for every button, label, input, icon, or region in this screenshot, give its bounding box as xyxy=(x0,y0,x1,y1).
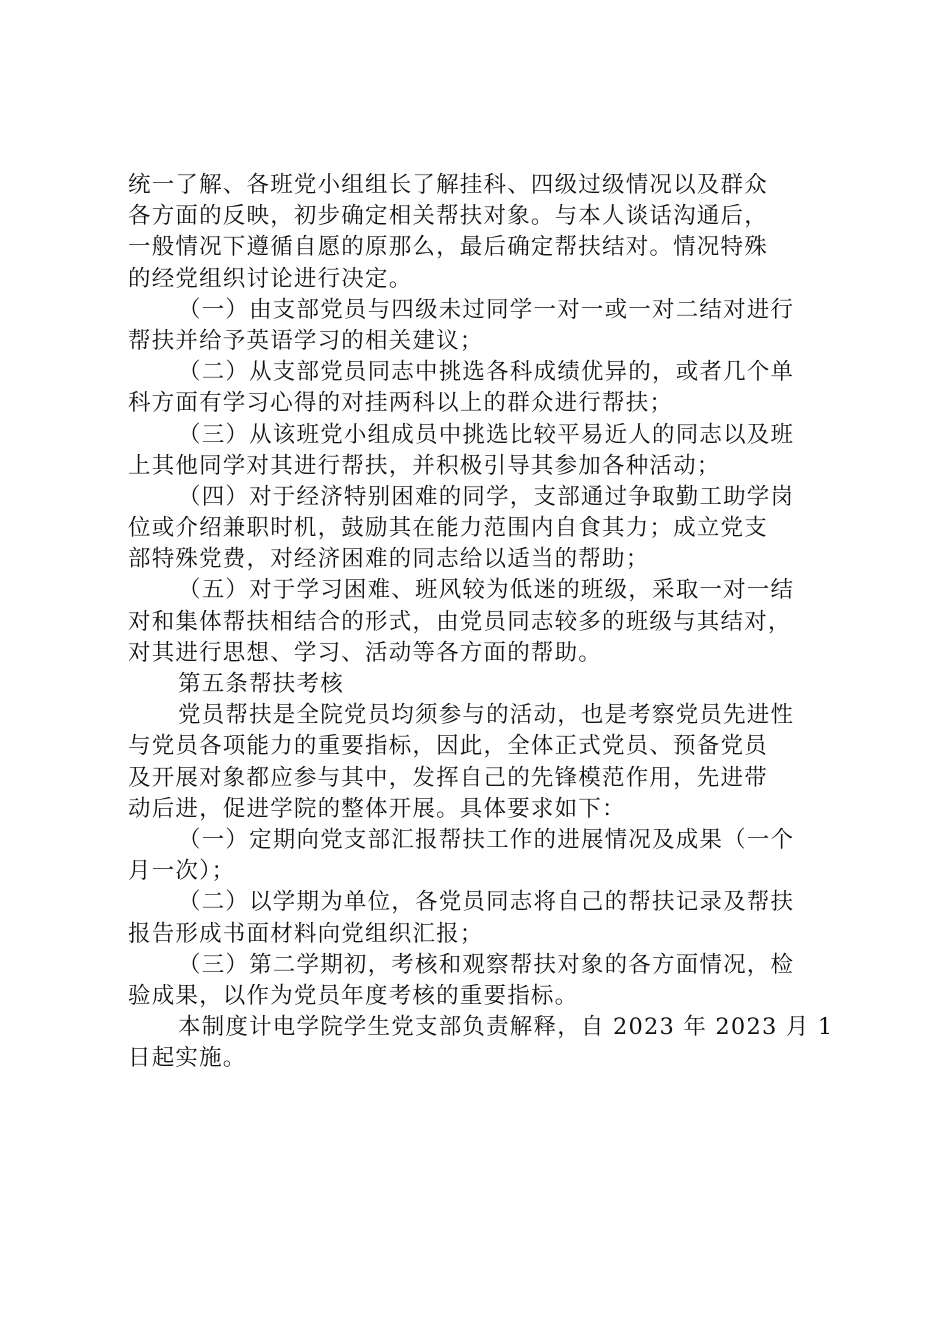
text-line: 帮扶并给予英语学习的相关建议； xyxy=(128,327,484,354)
text-line: 本制度计电学院学生党支部负责解释，自 2023 年 2023 月 1 xyxy=(178,1014,834,1041)
text-line: 对其进行思想、学习、活动等各方面的帮助。 xyxy=(128,639,603,666)
text-line: 党员帮扶是全院党员均须参与的活动，也是考察党员先进性 xyxy=(178,702,795,729)
text-line: 与党员各项能力的重要指标，因此，全体正式党员、预备党员 xyxy=(128,733,768,760)
section-heading: 第五条帮扶考核 xyxy=(178,671,344,697)
text-line: 各方面的反映，初步确定相关帮扶对象。与本人谈话沟通后， xyxy=(128,203,768,230)
text-line: （二）从支部党员同志中挑选各科成绩优异的，或者几个单 xyxy=(178,359,795,386)
text-line: （三）第二学期初，考核和观察帮扶对象的各方面情况，检 xyxy=(178,951,795,978)
text-line: 的经党组织讨论进行决定。 xyxy=(128,265,413,292)
text-line: 日起实施。 xyxy=(128,1045,247,1072)
text-line: （一）由支部党员与四级未过同学一对一或一对二结对进行 xyxy=(178,296,795,323)
text-line: （三）从该班党小组成员中挑选比较平易近人的同志以及班 xyxy=(178,421,795,448)
text-line: 验成果，以作为党员年度考核的重要指标。 xyxy=(128,982,579,1009)
text-line: 月一次）； xyxy=(128,858,236,885)
text-line: 部特殊党费，对经济困难的同志给以适当的帮助； xyxy=(128,546,650,573)
text-line: 及开展对象都应参与其中，发挥自己的先锋模范作用，先进带 xyxy=(128,764,768,791)
text-line: （五）对于学习困难、班风较为低迷的班级，采取一对一结 xyxy=(178,577,795,604)
text-line: 上其他同学对其进行帮扶，并积极引导其参加各种活动； xyxy=(128,452,721,479)
text-line: 位或介绍兼职时机，鼓励其在能力范围内自食其力；成立党支 xyxy=(128,515,768,542)
text-line: 报告形成书面材料向党组织汇报； xyxy=(128,920,484,947)
document-body xyxy=(128,170,834,1074)
text-line: 科方面有学习心得的对挂两科以上的群众进行帮扶； xyxy=(128,390,674,417)
text-line: 一般情况下遵循自愿的原那么，最后确定帮扶结对。情况特殊 xyxy=(128,234,768,261)
text-line: （四）对于经济特别困难的同学，支部通过争取勤工助学岗 xyxy=(178,483,795,510)
text-line: 对和集体帮扶相结合的形式，由党员同志较多的班级与其结对， xyxy=(128,608,792,635)
text-line: 统一了解、各班党小组组长了解挂科、四级过级情况以及群众 xyxy=(128,172,768,198)
text-line: （一）定期向党支部汇报帮扶工作的进展情况及成果（一个 xyxy=(178,826,795,853)
text-line: 动后进，促进学院的整体开展。具体要求如下： xyxy=(128,795,626,822)
text-line: （二）以学期为单位，各党员同志将自己的帮扶记录及帮扶 xyxy=(178,889,795,916)
